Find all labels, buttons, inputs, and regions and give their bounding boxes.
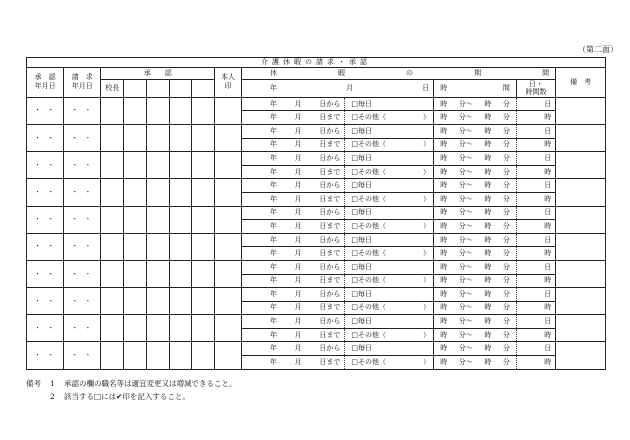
header-approval: 承 認 — [101, 68, 215, 80]
header-days-hours: 日・ 時間数 — [516, 80, 555, 98]
approval-cell[interactable] — [192, 97, 215, 124]
approval-cell[interactable] — [192, 342, 215, 369]
seal-cell[interactable] — [215, 152, 242, 179]
approval-date-cell[interactable]: ・ ・ — [27, 260, 64, 287]
leave-date-cell[interactable]: 年 月 日まで — [241, 165, 344, 179]
request-date-cell[interactable]: ・ ・ — [64, 206, 101, 233]
daily-checkbox-cell[interactable]: □毎日 — [345, 233, 434, 247]
other-checkbox-cell[interactable]: □その他（ ） — [345, 328, 434, 342]
approval-cell[interactable] — [124, 97, 147, 124]
leave-date-cell[interactable]: 年 月 日まで — [241, 192, 344, 206]
time-range-cell[interactable]: 時 分～ 時 分 — [434, 315, 517, 329]
days-hours-cell[interactable]: 日 — [516, 179, 555, 193]
days-hours-cell[interactable]: 時 — [516, 111, 555, 125]
notes — [26, 377, 237, 403]
request-date-cell[interactable]: ・ ・ — [64, 342, 101, 369]
days-hours-cell[interactable]: 時 — [516, 192, 555, 206]
entry-row-from — [27, 206, 606, 220]
approval-cell[interactable] — [192, 260, 215, 287]
days-hours-cell[interactable]: 日 — [516, 152, 555, 166]
approval-cell[interactable] — [169, 152, 192, 179]
daily-checkbox-cell[interactable]: □毎日 — [345, 315, 434, 329]
entry-row-from — [27, 97, 606, 111]
approval-cell[interactable] — [192, 206, 215, 233]
daily-checkbox-cell[interactable]: □毎日 — [345, 206, 434, 220]
entry-row-from — [27, 233, 606, 247]
leave-date-cell[interactable]: 年 月 日から — [241, 315, 344, 329]
leave-date-cell[interactable]: 年 月 日から — [241, 124, 344, 138]
approval-date-cell[interactable]: ・ ・ — [27, 342, 64, 369]
approval-date-cell[interactable]: ・ ・ — [27, 315, 64, 342]
approval-cell[interactable] — [146, 179, 169, 206]
approval-date-cell[interactable]: ・ ・ — [27, 152, 64, 179]
seal-cell[interactable] — [215, 260, 242, 287]
request-date-cell[interactable]: ・ ・ — [64, 260, 101, 287]
leave-date-cell[interactable]: 年 月 日まで — [241, 138, 344, 152]
other-checkbox-cell[interactable]: □その他（ ） — [345, 111, 434, 125]
header-remarks: 備 考 — [556, 68, 606, 98]
approval-principal-cell[interactable] — [101, 288, 124, 315]
leave-date-cell[interactable]: 年 月 日まで — [241, 356, 344, 370]
approval-principal-cell[interactable] — [101, 233, 124, 260]
remarks-cell[interactable] — [556, 342, 606, 369]
request-date-cell[interactable]: ・ ・ — [64, 97, 101, 124]
approval-cell[interactable] — [192, 179, 215, 206]
approval-cell[interactable] — [146, 124, 169, 151]
approval-cell[interactable] — [192, 152, 215, 179]
approval-cell[interactable] — [146, 342, 169, 369]
days-hours-cell[interactable]: 日 — [516, 233, 555, 247]
approval-cell[interactable] — [169, 260, 192, 287]
header-ymd: 年 月 日 — [241, 80, 433, 98]
days-hours-cell[interactable]: 日 — [516, 260, 555, 274]
request-date-cell[interactable]: ・ ・ — [64, 152, 101, 179]
other-checkbox-cell[interactable]: □その他（ ） — [345, 220, 434, 234]
approval-principal-cell[interactable] — [101, 342, 124, 369]
days-hours-cell[interactable]: 日 — [516, 342, 555, 356]
daily-checkbox-cell[interactable]: □毎日 — [345, 97, 434, 111]
seal-cell[interactable] — [215, 288, 242, 315]
time-range-cell[interactable]: 時 分～ 時 分 — [434, 274, 517, 288]
days-hours-cell[interactable]: 日 — [516, 288, 555, 302]
header-approval-date: 承 認 年月日 — [27, 68, 64, 98]
days-hours-cell[interactable]: 日 — [516, 315, 555, 329]
approval-principal-cell[interactable] — [101, 97, 124, 124]
approval-cell[interactable] — [169, 206, 192, 233]
leave-date-cell[interactable]: 年 月 日まで — [241, 111, 344, 125]
leave-date-cell[interactable]: 年 月 日から — [241, 97, 344, 111]
seal-cell[interactable] — [215, 206, 242, 233]
approval-cell[interactable] — [169, 233, 192, 260]
days-hours-cell[interactable]: 日 — [516, 97, 555, 111]
time-range-cell[interactable]: 時 分～ 時 分 — [434, 220, 517, 234]
approval-principal-cell[interactable] — [101, 152, 124, 179]
time-range-cell[interactable]: 時 分～ 時 分 — [434, 111, 517, 125]
page-side-label: （第二面） — [578, 45, 618, 54]
approval-principal-cell[interactable] — [101, 315, 124, 342]
daily-checkbox-cell[interactable]: □毎日 — [345, 152, 434, 166]
seal-cell[interactable] — [215, 97, 242, 124]
approval-cell[interactable] — [146, 233, 169, 260]
time-range-cell[interactable]: 時 分～ 時 分 — [434, 97, 517, 111]
entry-row-from — [27, 260, 606, 274]
approval-date-cell[interactable]: ・ ・ — [27, 97, 64, 124]
leave-date-cell[interactable]: 年 月 日まで — [241, 247, 344, 261]
leave-date-cell[interactable]: 年 月 日から — [241, 179, 344, 193]
notes-label: 備考 — [26, 379, 41, 388]
time-range-cell[interactable]: 時 分～ 時 分 — [434, 165, 517, 179]
entry-row-from — [27, 179, 606, 193]
seal-cell[interactable] — [215, 233, 242, 260]
approval-date-cell[interactable]: ・ ・ — [27, 288, 64, 315]
approval-cell[interactable] — [169, 315, 192, 342]
time-range-cell[interactable]: 時 分～ 時 分 — [434, 328, 517, 342]
time-range-cell[interactable]: 時 分～ 時 分 — [434, 192, 517, 206]
time-range-cell[interactable]: 時 分～ 時 分 — [434, 356, 517, 370]
leave-date-cell[interactable]: 年 月 日まで — [241, 220, 344, 234]
approval-cell[interactable] — [124, 233, 147, 260]
time-range-cell[interactable]: 時 分～ 時 分 — [434, 233, 517, 247]
seal-cell[interactable] — [215, 315, 242, 342]
request-date-cell[interactable]: ・ ・ — [64, 233, 101, 260]
leave-date-cell[interactable]: 年 月 日まで — [241, 274, 344, 288]
leave-date-cell[interactable]: 年 月 日から — [241, 233, 344, 247]
days-hours-cell[interactable]: 時 — [516, 328, 555, 342]
approval-cell[interactable] — [124, 288, 147, 315]
entry-row-from — [27, 342, 606, 356]
entry-row-from — [27, 288, 606, 302]
daily-checkbox-cell[interactable]: □毎日 — [345, 124, 434, 138]
seal-cell[interactable] — [215, 124, 242, 151]
approval-date-cell[interactable]: ・ ・ — [27, 179, 64, 206]
time-range-cell[interactable]: 時 分～ 時 分 — [434, 138, 517, 152]
days-hours-cell[interactable]: 時 — [516, 247, 555, 261]
approval-cell[interactable] — [169, 179, 192, 206]
daily-checkbox-cell[interactable]: □毎日 — [345, 260, 434, 274]
time-range-cell[interactable]: 時 分～ 時 分 — [434, 206, 517, 220]
approval-cell[interactable] — [146, 152, 169, 179]
time-range-cell[interactable]: 時 分～ 時 分 — [434, 247, 517, 261]
approval-cell[interactable] — [146, 260, 169, 287]
daily-checkbox-cell[interactable]: □毎日 — [345, 342, 434, 356]
approval-principal-cell[interactable] — [101, 206, 124, 233]
request-date-cell[interactable]: ・ ・ — [64, 124, 101, 151]
days-hours-cell[interactable]: 日 — [516, 206, 555, 220]
approval-cell[interactable] — [192, 124, 215, 151]
approval-cell[interactable] — [124, 315, 147, 342]
remarks-cell[interactable] — [556, 315, 606, 342]
approval-principal-cell[interactable] — [101, 260, 124, 287]
days-hours-cell[interactable]: 時 — [516, 356, 555, 370]
other-checkbox-cell[interactable]: □その他（ ） — [345, 301, 434, 315]
header-principal-seal: 本人 印 — [215, 68, 242, 98]
header-leave-period: 休 暇 の 期 間 — [241, 68, 555, 80]
approval-date-cell[interactable]: ・ ・ — [27, 206, 64, 233]
time-range-cell[interactable]: 時 分～ 時 分 — [434, 342, 517, 356]
time-range-cell[interactable]: 時 分～ 時 分 — [434, 301, 517, 315]
header-time: 時 間 — [434, 80, 517, 98]
approval-cell[interactable] — [169, 97, 192, 124]
approval-date-cell[interactable]: ・ ・ — [27, 233, 64, 260]
other-checkbox-cell[interactable]: □その他（ ） — [345, 138, 434, 152]
approval-cell[interactable] — [124, 260, 147, 287]
approval-cell[interactable] — [146, 97, 169, 124]
remarks-cell[interactable] — [556, 206, 606, 233]
daily-checkbox-cell[interactable]: □毎日 — [345, 179, 434, 193]
remarks-cell[interactable] — [556, 124, 606, 151]
remarks-cell[interactable] — [556, 288, 606, 315]
entry-row-from — [27, 124, 606, 138]
leave-date-cell[interactable]: 年 月 日まで — [241, 328, 344, 342]
leave-date-cell[interactable]: 年 月 日から — [241, 288, 344, 302]
approval-cell[interactable] — [124, 152, 147, 179]
note-1: 備考 1 承認の欄の職名等は適宜変更又は増減できること。 — [26, 379, 237, 388]
remarks-cell[interactable] — [556, 179, 606, 206]
approval-cell[interactable] — [169, 288, 192, 315]
days-hours-cell[interactable]: 時 — [516, 220, 555, 234]
remarks-cell[interactable] — [556, 97, 606, 124]
form-title: 介護休暇の請求・承認 — [27, 58, 606, 68]
leave-date-cell[interactable]: 年 月 日から — [241, 152, 344, 166]
other-checkbox-cell[interactable]: □その他（ ） — [345, 274, 434, 288]
approval-cell[interactable] — [124, 206, 147, 233]
time-range-cell[interactable]: 時 分～ 時 分 — [434, 288, 517, 302]
remarks-cell[interactable] — [556, 233, 606, 260]
leave-date-cell[interactable]: 年 月 日から — [241, 342, 344, 356]
seal-cell[interactable] — [215, 179, 242, 206]
note-2: 2 該当する□には✔印を記入すること。 — [50, 392, 190, 401]
approval-cell[interactable] — [146, 315, 169, 342]
time-range-cell[interactable]: 時 分～ 時 分 — [434, 152, 517, 166]
remarks-cell[interactable] — [556, 260, 606, 287]
request-date-cell[interactable]: ・ ・ — [64, 288, 101, 315]
days-hours-cell[interactable]: 時 — [516, 138, 555, 152]
seal-cell[interactable] — [215, 342, 242, 369]
approval-cell[interactable] — [124, 124, 147, 151]
other-checkbox-cell[interactable]: □その他（ ） — [345, 247, 434, 261]
request-date-cell[interactable]: ・ ・ — [64, 179, 101, 206]
approval-cell[interactable] — [146, 206, 169, 233]
days-hours-cell[interactable]: 時 — [516, 165, 555, 179]
approval-cell[interactable] — [192, 288, 215, 315]
approval-principal-cell[interactable] — [101, 124, 124, 151]
leave-date-cell[interactable]: 年 月 日から — [241, 260, 344, 274]
other-checkbox-cell[interactable]: □その他（ ） — [345, 356, 434, 370]
days-hours-cell[interactable]: 時 — [516, 274, 555, 288]
approval-date-cell[interactable]: ・ ・ — [27, 124, 64, 151]
days-hours-cell[interactable]: 日 — [516, 124, 555, 138]
remarks-cell[interactable] — [556, 152, 606, 179]
entry-row-from — [27, 152, 606, 166]
header-request-date: 請 求 年月日 — [64, 68, 101, 98]
other-checkbox-cell[interactable]: □その他（ ） — [345, 165, 434, 179]
approval-cell[interactable] — [192, 315, 215, 342]
leave-request-table — [26, 57, 606, 370]
time-range-cell[interactable]: 時 分～ 時 分 — [434, 260, 517, 274]
other-checkbox-cell[interactable]: □その他（ ） — [345, 192, 434, 206]
entry-row-from — [27, 315, 606, 329]
approval-cell[interactable] — [124, 342, 147, 369]
approval-cell[interactable] — [169, 124, 192, 151]
time-range-cell[interactable]: 時 分～ 時 分 — [434, 124, 517, 138]
approval-cell[interactable] — [124, 179, 147, 206]
request-date-cell[interactable]: ・ ・ — [64, 315, 101, 342]
leave-date-cell[interactable]: 年 月 日から — [241, 206, 344, 220]
header-principal: 校長 — [101, 80, 124, 98]
daily-checkbox-cell[interactable]: □毎日 — [345, 288, 434, 302]
leave-date-cell[interactable]: 年 月 日まで — [241, 301, 344, 315]
approval-cell[interactable] — [169, 342, 192, 369]
time-range-cell[interactable]: 時 分～ 時 分 — [434, 179, 517, 193]
approval-cell[interactable] — [192, 233, 215, 260]
approval-principal-cell[interactable] — [101, 179, 124, 206]
days-hours-cell[interactable]: 時 — [516, 301, 555, 315]
approval-cell[interactable] — [146, 288, 169, 315]
